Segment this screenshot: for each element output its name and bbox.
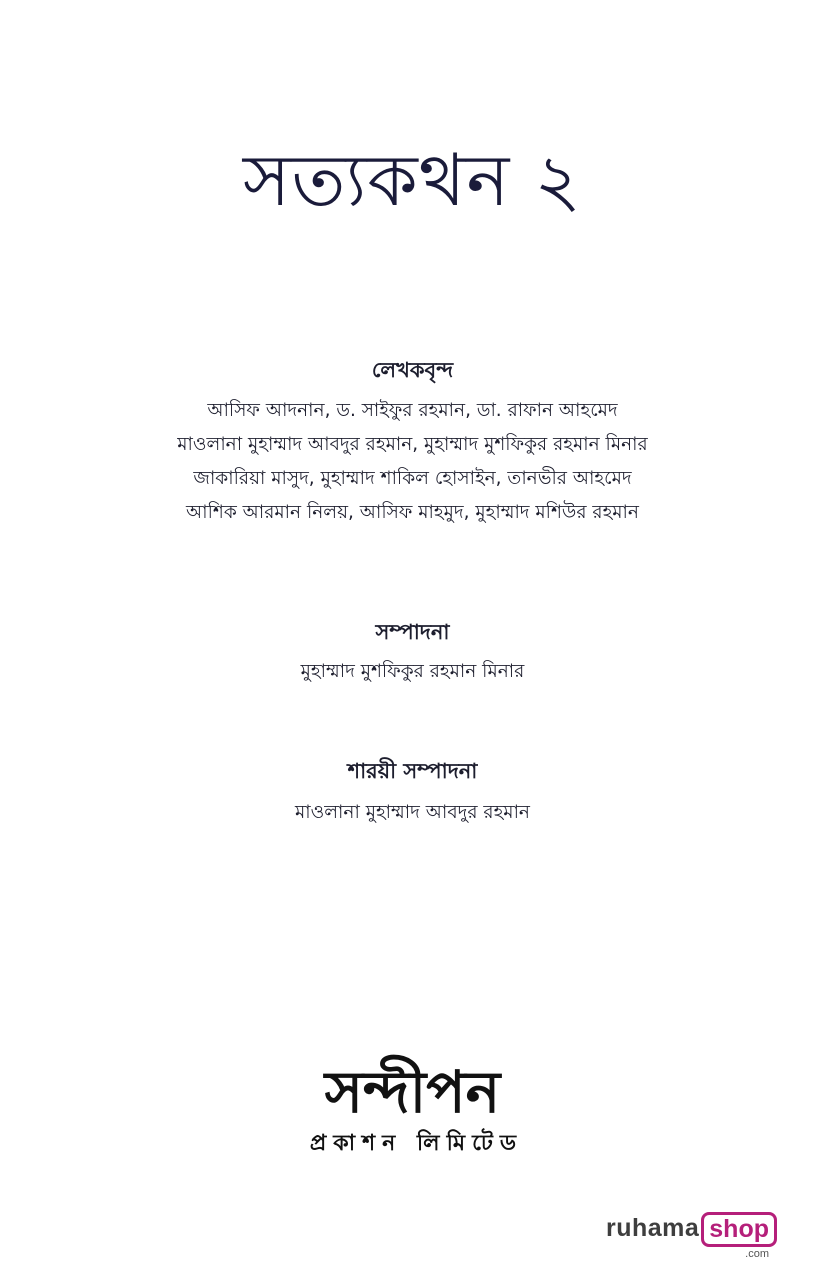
book-title: সত্যকথন ২ <box>242 138 583 222</box>
watermark-logo <box>605 1212 777 1260</box>
editing-heading: সম্পাদনা <box>375 620 450 644</box>
authors-list <box>0 394 825 530</box>
sharia-editing-heading: শারয়ী সম্পাদনা <box>347 759 478 783</box>
author-line: মাওলানা মুহাম্মাদ আবদুর রহমান, মুহাম্মাদ মুশফিকুর রহমান মিনার <box>177 434 648 455</box>
publisher-subtitle: প্রকাশন লিমিটেড <box>309 1131 524 1156</box>
editor-name: মুহাম্মাদ মুশফিকুর রহমান মিনার <box>300 661 525 682</box>
sharia-editor-name: মাওলানা মুহাম্মাদ আবদুর রহমান <box>295 802 530 823</box>
watermark-shop: shop <box>701 1212 777 1247</box>
watermark-shop-group <box>699 1212 777 1260</box>
watermark-ruhama: ruhama <box>605 1214 700 1242</box>
author-line: জাকারিয়া মাসুদ, মুহাম্মাদ শাকিল হোসাইন, তানভীর আহমেদ <box>193 468 632 489</box>
authors-heading: লেখকবৃন্দ <box>371 358 454 382</box>
author-line: আশিক আরমান নিলয়, আসিফ মাহমুদ, মুহাম্মাদ মশিউর রহমান <box>186 502 639 523</box>
author-line: আসিফ আদনান, ড. সাইফুর রহমান, ডা. রাফান আহমেদ <box>207 400 618 421</box>
watermark-domain: .com <box>745 1248 769 1260</box>
publisher-logo: সন্দীপন <box>324 1058 501 1126</box>
